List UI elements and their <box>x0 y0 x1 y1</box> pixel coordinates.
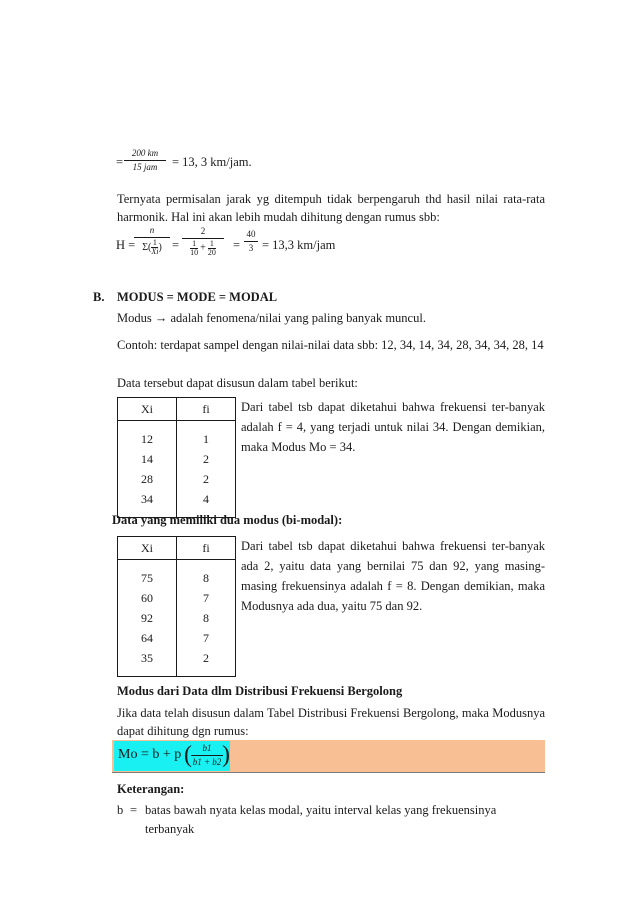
h-fraction-3 <box>244 229 258 254</box>
h-equals-2: = <box>233 238 241 252</box>
harmonic-paragraph: Ternyata permisalan jarak yg ditempuh tidak berpengaruh thd hasil nilai rata-rata harmonik. Hal ini akan lebih mudah dihitung dengan rumus sbb: <box>117 192 545 224</box>
keterangan-b-text-1: batas bawah nyata kelas modal, yaitu interval kelas yang frekuensinya <box>145 803 497 817</box>
grouped-paragraph: Jika data telah disusun dalam Tabel Distribusi Frekuensi Bergolong, maka Modusnya dapat dihitung dgn rumus: <box>117 706 545 738</box>
section-b-title: MODUS = MODE = MODAL <box>117 290 278 304</box>
table1-note: Dari tabel tsb dapat diketahui bahwa frekuensi ter-banyak adalah f = 4, yang terjadi untuk nilai 34. Dengan demikian, maka Modus Mo = 34. <box>241 400 545 454</box>
mo-formula-numerator: b1 <box>202 743 212 753</box>
table-cell: 2 <box>177 469 236 489</box>
plus-symbol: + <box>200 242 206 254</box>
h-f2-denominator <box>182 240 224 257</box>
h-equals-1: = <box>172 238 180 252</box>
mo-formula-paren-right: ) <box>222 742 230 768</box>
h-f3-numerator: 40 <box>246 229 256 239</box>
calc1-equals: = <box>116 155 124 169</box>
table-cell: 8 <box>177 608 236 628</box>
h-f2-d1-den: 10 <box>190 248 199 257</box>
h-f1-numerator: n <box>149 225 155 235</box>
section-b-letter: B. <box>93 290 105 304</box>
h-f2-d1-num: 1 <box>192 239 197 248</box>
table-cell: 35 <box>141 650 153 665</box>
h-f2-d2-num: 1 <box>209 239 214 248</box>
h-f2-numerator: 2 <box>200 226 206 236</box>
table-cell: 14 <box>141 451 153 466</box>
table-cell: 75 <box>141 570 153 585</box>
h-f2-d2-den: 20 <box>207 248 216 257</box>
h-inner-num: 1 <box>152 238 157 247</box>
table-cell: 2 <box>177 648 236 668</box>
modus-definition: Modus → adalah fenomena/nilai yang paling banyak muncul. <box>117 311 426 325</box>
table2-note: Dari tabel tsb dapat diketahui bahwa frekuensi ter-banyak ada 2, yaitu data yang bernilai 75 dan 92, yang masing-masing frekuensinya adalah f = 8. Dengan demikian, maka Modusnya ada dua, yaitu 75 dan 92. <box>241 539 545 613</box>
table-intro: Data tersebut dapat disusun dalam tabel berikut: <box>117 376 358 390</box>
h-inner-den: Xi <box>151 247 159 256</box>
table2-header-xi: Xi <box>118 537 177 560</box>
data-table-2 <box>117 536 236 677</box>
keterangan-title: Keterangan: <box>117 782 185 796</box>
table1-header-fi: fi <box>177 398 236 421</box>
h-fraction-2 <box>182 226 224 257</box>
table-cell: 12 <box>141 431 153 446</box>
mo-formula-lhs: Mo = b + p <box>118 747 182 762</box>
h-result: = 13,3 km/jam <box>262 238 336 252</box>
calc1-fraction <box>124 148 166 173</box>
table-cell: 7 <box>177 588 236 608</box>
table-cell: 1 <box>177 429 236 449</box>
mo-formula-fraction <box>191 743 223 768</box>
data-table-1 <box>117 397 236 518</box>
table-cell: 4 <box>177 489 236 509</box>
keterangan-b-eq: = <box>130 803 138 817</box>
table-cell: 64 <box>141 630 153 645</box>
keterangan-b-symbol: b <box>117 803 124 817</box>
h-f3-denominator: 3 <box>248 243 254 253</box>
example-paragraph: Contoh: terdapat sampel dengan nilai-nilai data sbb: 12, 34, 14, 34, 28, 34, 34, 28, 14 <box>117 338 544 352</box>
bimodal-title: Data yang memiliki dua modus (bi-modal): <box>112 513 343 527</box>
sigma-symbol: Σ <box>142 241 149 253</box>
table-cell: 28 <box>141 471 153 486</box>
table-cell: 2 <box>177 449 236 469</box>
table-cell: 60 <box>141 590 153 605</box>
calc1-numerator: 200 km <box>131 148 159 158</box>
table-cell: 7 <box>177 628 236 648</box>
grouped-title: Modus dari Data dlm Distribusi Frekuensi Bergolong <box>117 684 403 698</box>
mo-formula-paren-left: ( <box>184 742 192 768</box>
table-cell: 34 <box>141 491 153 506</box>
mo-formula-denominator: b1 + b2 <box>192 757 222 767</box>
table2-header-fi: fi <box>177 537 236 560</box>
h-lhs: H = <box>116 238 136 252</box>
keterangan-b-text-2: terbanyak <box>145 822 195 836</box>
table1-header-xi: Xi <box>118 398 177 421</box>
h-fraction-1 <box>134 225 170 256</box>
table-cell: 92 <box>141 610 153 625</box>
calc1-result: = 13, 3 km/jam. <box>172 155 252 169</box>
table-cell: 8 <box>177 568 236 588</box>
calc1-denominator: 15 jam <box>132 162 158 172</box>
h-f1-denominator: Σ( $\frac{1}{Xi}$ ) <box>142 238 162 256</box>
